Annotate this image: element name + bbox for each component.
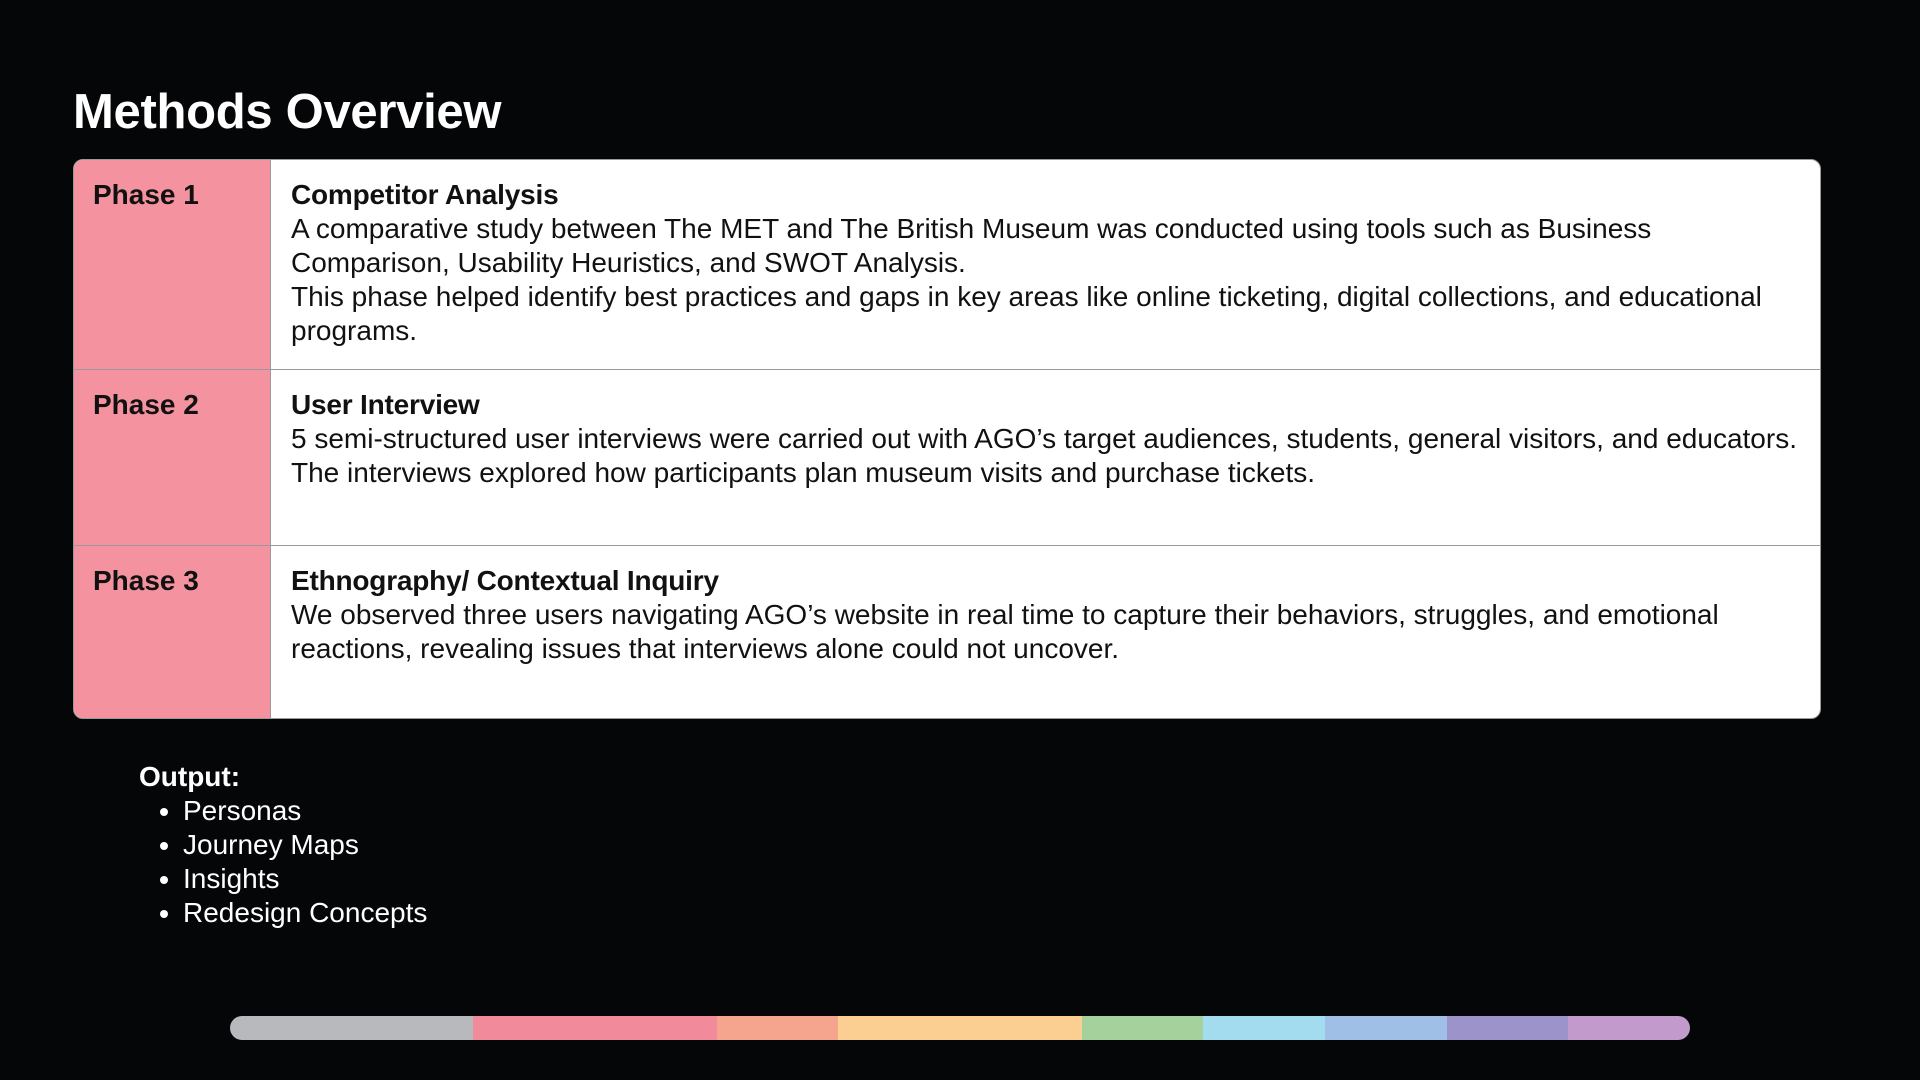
color-bar-segment [1203,1016,1325,1040]
color-bar-segment [473,1016,716,1040]
phase-heading: User Interview [291,389,480,420]
output-label: Output: [139,761,241,792]
phase-description: A comparative study between The MET and The British Museum was conducted using tools such as Business Comparison, Usability Heuristics, and SWOT Analysis. [291,213,1652,278]
methods-table [73,159,1821,719]
phase-description: The interviews explored how participants plan museum visits and purchase tickets. [291,457,1316,488]
output-section [139,760,427,930]
phase-description: 5 semi-structured user interviews were carried out with AGO’s target audiences, students, general visitors, and educators. [291,423,1797,454]
phase-description: We observed three users navigating AGO’s website in real time to capture their behaviors, struggles, and emotional reactions, revealing issues that interviews alone could not uncover. [291,599,1719,664]
phase-label: Phase 1 [74,160,271,369]
output-list [139,794,427,930]
phase-row [74,370,1820,546]
list-item: • Personas [183,794,427,828]
color-bar-segment [717,1016,839,1040]
phase-content [271,370,1820,545]
list-item: • Redesign Concepts [183,896,427,930]
phase-row [74,160,1820,370]
phase-content [271,160,1820,369]
color-bar [230,1016,1690,1040]
phase-content [271,546,1820,718]
list-item: • Journey Maps [183,828,427,862]
color-bar-segment [1325,1016,1447,1040]
phase-label: Phase 2 [74,370,271,545]
list-item: • Insights [183,862,427,896]
phase-label: Phase 3 [74,546,271,718]
phase-row [74,546,1820,718]
phase-heading: Competitor Analysis [291,179,559,210]
phase-heading: Ethnography/ Contextual Inquiry [291,565,719,596]
color-bar-segment [1568,1016,1690,1040]
page-title: Methods Overview [73,85,502,139]
color-bar-segment [1447,1016,1569,1040]
phase-description: This phase helped identify best practices and gaps in key areas like online ticketing, digital collections, and educational programs. [291,281,1762,346]
color-bar-segment [838,1016,1081,1040]
color-bar-segment [1082,1016,1204,1040]
color-bar-segment [230,1016,473,1040]
